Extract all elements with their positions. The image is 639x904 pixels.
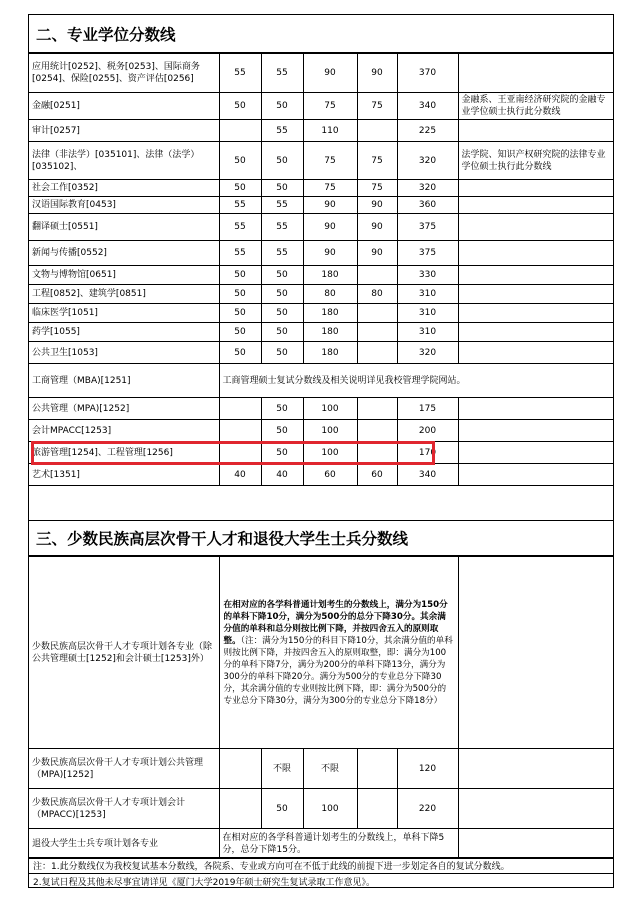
score-c3: 75 [303, 180, 357, 197]
row-name: 公共管理（MPA)[1252] [29, 398, 219, 420]
section-minority-title: 三、少数民族高层次骨干人才和退役大学生士兵分数线 [29, 520, 613, 556]
score-total: 225 [397, 120, 458, 142]
score-c4 [357, 342, 397, 364]
score-c1: 50 [219, 342, 261, 364]
row-name: 翻译硕士[0551] [29, 214, 219, 241]
row-note [458, 285, 613, 304]
score-c1: 50 [219, 285, 261, 304]
score-c1 [219, 120, 261, 142]
score-c2: 50 [261, 304, 303, 323]
score-c3: 180 [303, 323, 357, 342]
row-name: 少数民族高层次骨干人才专项计划各专业（除公共管理硕士[1252]和会计硕士[1253]外） [29, 557, 219, 749]
row-name: 公共卫生[1053] [29, 342, 219, 364]
row-note [458, 420, 613, 442]
score-total: 360 [397, 197, 458, 214]
score-c2: 50 [261, 285, 303, 304]
table-row [29, 420, 613, 442]
score-c4 [357, 304, 397, 323]
score-c1: 50 [219, 93, 261, 120]
score-c2: 50 [261, 398, 303, 420]
score-c3: 90 [303, 241, 357, 266]
score-c4: 90 [357, 197, 397, 214]
score-c3: 90 [303, 54, 357, 93]
score-c2: 40 [261, 464, 303, 486]
score-total: 175 [397, 398, 458, 420]
row-note [458, 214, 613, 241]
table-row [29, 142, 613, 180]
score-c4: 75 [357, 93, 397, 120]
score-c2: 55 [261, 197, 303, 214]
score-c2: 55 [261, 54, 303, 93]
row-note [458, 304, 613, 323]
score-c4 [357, 266, 397, 285]
score-c3: 90 [303, 214, 357, 241]
table-row [29, 285, 613, 304]
score-c4 [357, 398, 397, 420]
score-c4: 90 [357, 214, 397, 241]
row-name: 汉语国际教育[0453] [29, 197, 219, 214]
row-name: 工程[0852]、建筑学[0851] [29, 285, 219, 304]
score-c4: 80 [357, 285, 397, 304]
score-c3: 180 [303, 342, 357, 364]
row-note [458, 180, 613, 197]
table-row [29, 342, 613, 364]
row-name: 旅游管理[1254]、工程管理[1256] [29, 442, 219, 464]
score-c4 [357, 323, 397, 342]
row-name: 少数民族高层次骨干人才专项计划公共管理（MPA)[1252] [29, 749, 219, 789]
score-total: 170 [397, 442, 458, 464]
score-c3: 110 [303, 120, 357, 142]
score-c3: 180 [303, 266, 357, 285]
row-note: 金融系、王亚南经济研究院的金融专业学位硕士执行此分数线 [458, 93, 613, 120]
score-c3: 80 [303, 285, 357, 304]
score-c4: 75 [357, 142, 397, 180]
score-c1: 50 [219, 142, 261, 180]
table-row [29, 323, 613, 342]
score-c3: 100 [303, 398, 357, 420]
table-row [29, 304, 613, 323]
row-name: 药学[1055] [29, 323, 219, 342]
score-c2: 50 [261, 323, 303, 342]
score-total: 375 [397, 241, 458, 266]
table-row: 少数民族高层次骨干人才专项计划会计（MPACC)[1253] 50 100 220 [29, 789, 613, 829]
row-name: 法律（非法学）[035101]、法律（法学）[035102]、 [29, 142, 219, 180]
table-row: 少数民族高层次骨干人才专项计划公共管理（MPA)[1252] 不限 不限 120 [29, 749, 613, 789]
table-row [29, 54, 613, 93]
score-c3: 180 [303, 304, 357, 323]
score-total: 310 [397, 304, 458, 323]
row-name: 审计[0257] [29, 120, 219, 142]
score-c1 [219, 442, 261, 464]
table-row [29, 180, 613, 197]
score-c3: 100 [303, 442, 357, 464]
score-c2: 50 [261, 442, 303, 464]
score-c4: 75 [357, 180, 397, 197]
table-row [29, 557, 613, 749]
score-total: 320 [397, 342, 458, 364]
score-c3: 75 [303, 142, 357, 180]
row-name: 少数民族高层次骨干人才专项计划会计（MPACC)[1253] [29, 789, 219, 829]
score-total: 320 [397, 142, 458, 180]
score-total: 310 [397, 285, 458, 304]
row-name: 艺术[1351] [29, 464, 219, 486]
row-note [458, 342, 613, 364]
score-total: 340 [397, 464, 458, 486]
score-c3: 60 [303, 464, 357, 486]
table-row [29, 442, 613, 464]
score-c1: 40 [219, 464, 261, 486]
score-c1: 50 [219, 304, 261, 323]
professional-score-table [29, 53, 613, 486]
score-total: 340 [397, 93, 458, 120]
score-total: 320 [397, 180, 458, 197]
score-c2: 50 [261, 142, 303, 180]
footnote-2: 2.复试日程及其他未尽事宜请详见《厦门大学2019年硕士研究生复试录取工作意见》。 [29, 873, 613, 888]
score-c1: 50 [219, 180, 261, 197]
score-c3: 100 [303, 420, 357, 442]
table-row [29, 214, 613, 241]
section-professional-title: 二、专业学位分数线 [29, 15, 613, 53]
score-c3: 90 [303, 197, 357, 214]
table-row [29, 464, 613, 486]
row-note [458, 398, 613, 420]
row-name: 工商管理（MBA)[1251] [29, 364, 219, 398]
score-c1: 55 [219, 214, 261, 241]
score-c3: 75 [303, 93, 357, 120]
table-row [29, 266, 613, 285]
score-c2: 55 [261, 241, 303, 266]
row-name: 新闻与传播[0552] [29, 241, 219, 266]
table-row [29, 197, 613, 214]
score-c2: 50 [261, 342, 303, 364]
table-row [29, 120, 613, 142]
row-name: 社会工作[0352] [29, 180, 219, 197]
table-row [29, 398, 613, 420]
footnote-1: 注：1.此分数线仅为我校复试基本分数线，各院系、专业或方向可在不低于此线的前提下进一步划定各自的复试分数线。 [29, 857, 613, 873]
minority-rule-cell [219, 557, 458, 749]
row-note [458, 54, 613, 93]
score-c2: 50 [261, 180, 303, 197]
score-sheet [28, 14, 614, 888]
score-c2: 55 [261, 214, 303, 241]
table-row [29, 241, 613, 266]
score-c1: 55 [219, 54, 261, 93]
row-name: 文物与博物馆[0651] [29, 266, 219, 285]
row-note [458, 323, 613, 342]
score-c4 [357, 420, 397, 442]
rule-bold-text: 在相对应的各学科普通计划考生的分数线上，满分为150分的单科下降10分，满分为500分的总分下降30分。其余满分值的单科和总分则按比例下降，并按四舍五入的原则取整。 [223, 599, 448, 646]
row-note: 法学院、知识产权研究院的法律专业学位硕士执行此分数线 [458, 142, 613, 180]
table-row [29, 93, 613, 120]
row-name: 应用统计[0252]、税务[0253]、国际商务[0254]、保险[0255]、资产评估[0256] [29, 54, 219, 93]
row-note [458, 197, 613, 214]
score-total: 370 [397, 54, 458, 93]
score-total: 330 [397, 266, 458, 285]
mba-note: 工商管理硕士复试分数线及相关说明详见我校管理学院网站。 [219, 364, 613, 398]
score-c1: 50 [219, 323, 261, 342]
row-note [458, 266, 613, 285]
score-c1: 55 [219, 197, 261, 214]
row-name: 退役大学生士兵专项计划各专业 [29, 829, 219, 859]
rule-normal-text: （注：满分为150分的科目下降10分，其余满分值的单科则按比例下降，并按四舍五入的原则取整，即：满分为100分的单科下降7分，满分为200分的单科下降13分，满分为300分的单科下降20分。满分为500分的专业总分下降30分，其余满分值的专业则按比例下降，即：满分为500分的专业总分下降30分，满分为300分的专业总分下降18分） [223, 635, 453, 706]
score-c2: 50 [261, 266, 303, 285]
score-c4: 60 [357, 464, 397, 486]
row-name: 临床医学[1051] [29, 304, 219, 323]
table-row [29, 364, 613, 398]
score-c4 [357, 120, 397, 142]
score-c1 [219, 420, 261, 442]
score-c2: 55 [261, 120, 303, 142]
soldier-rule-cell: 在相对应的各学科普通计划考生的分数线上，单科下降5分，总分下降15分。 [219, 829, 458, 859]
score-c2: 50 [261, 420, 303, 442]
row-note [458, 464, 613, 486]
score-c4 [357, 442, 397, 464]
row-name: 金融[0251] [29, 93, 219, 120]
score-total: 375 [397, 214, 458, 241]
minority-score-table [29, 556, 613, 859]
row-note [458, 442, 613, 464]
score-c2: 50 [261, 93, 303, 120]
score-c1: 55 [219, 241, 261, 266]
score-total: 200 [397, 420, 458, 442]
score-c4: 90 [357, 54, 397, 93]
score-total: 310 [397, 323, 458, 342]
score-c1 [219, 398, 261, 420]
row-name: 会计MPACC[1253] [29, 420, 219, 442]
score-c1: 50 [219, 266, 261, 285]
table-row [29, 829, 613, 859]
score-c4: 90 [357, 241, 397, 266]
row-note [458, 241, 613, 266]
row-note [458, 120, 613, 142]
